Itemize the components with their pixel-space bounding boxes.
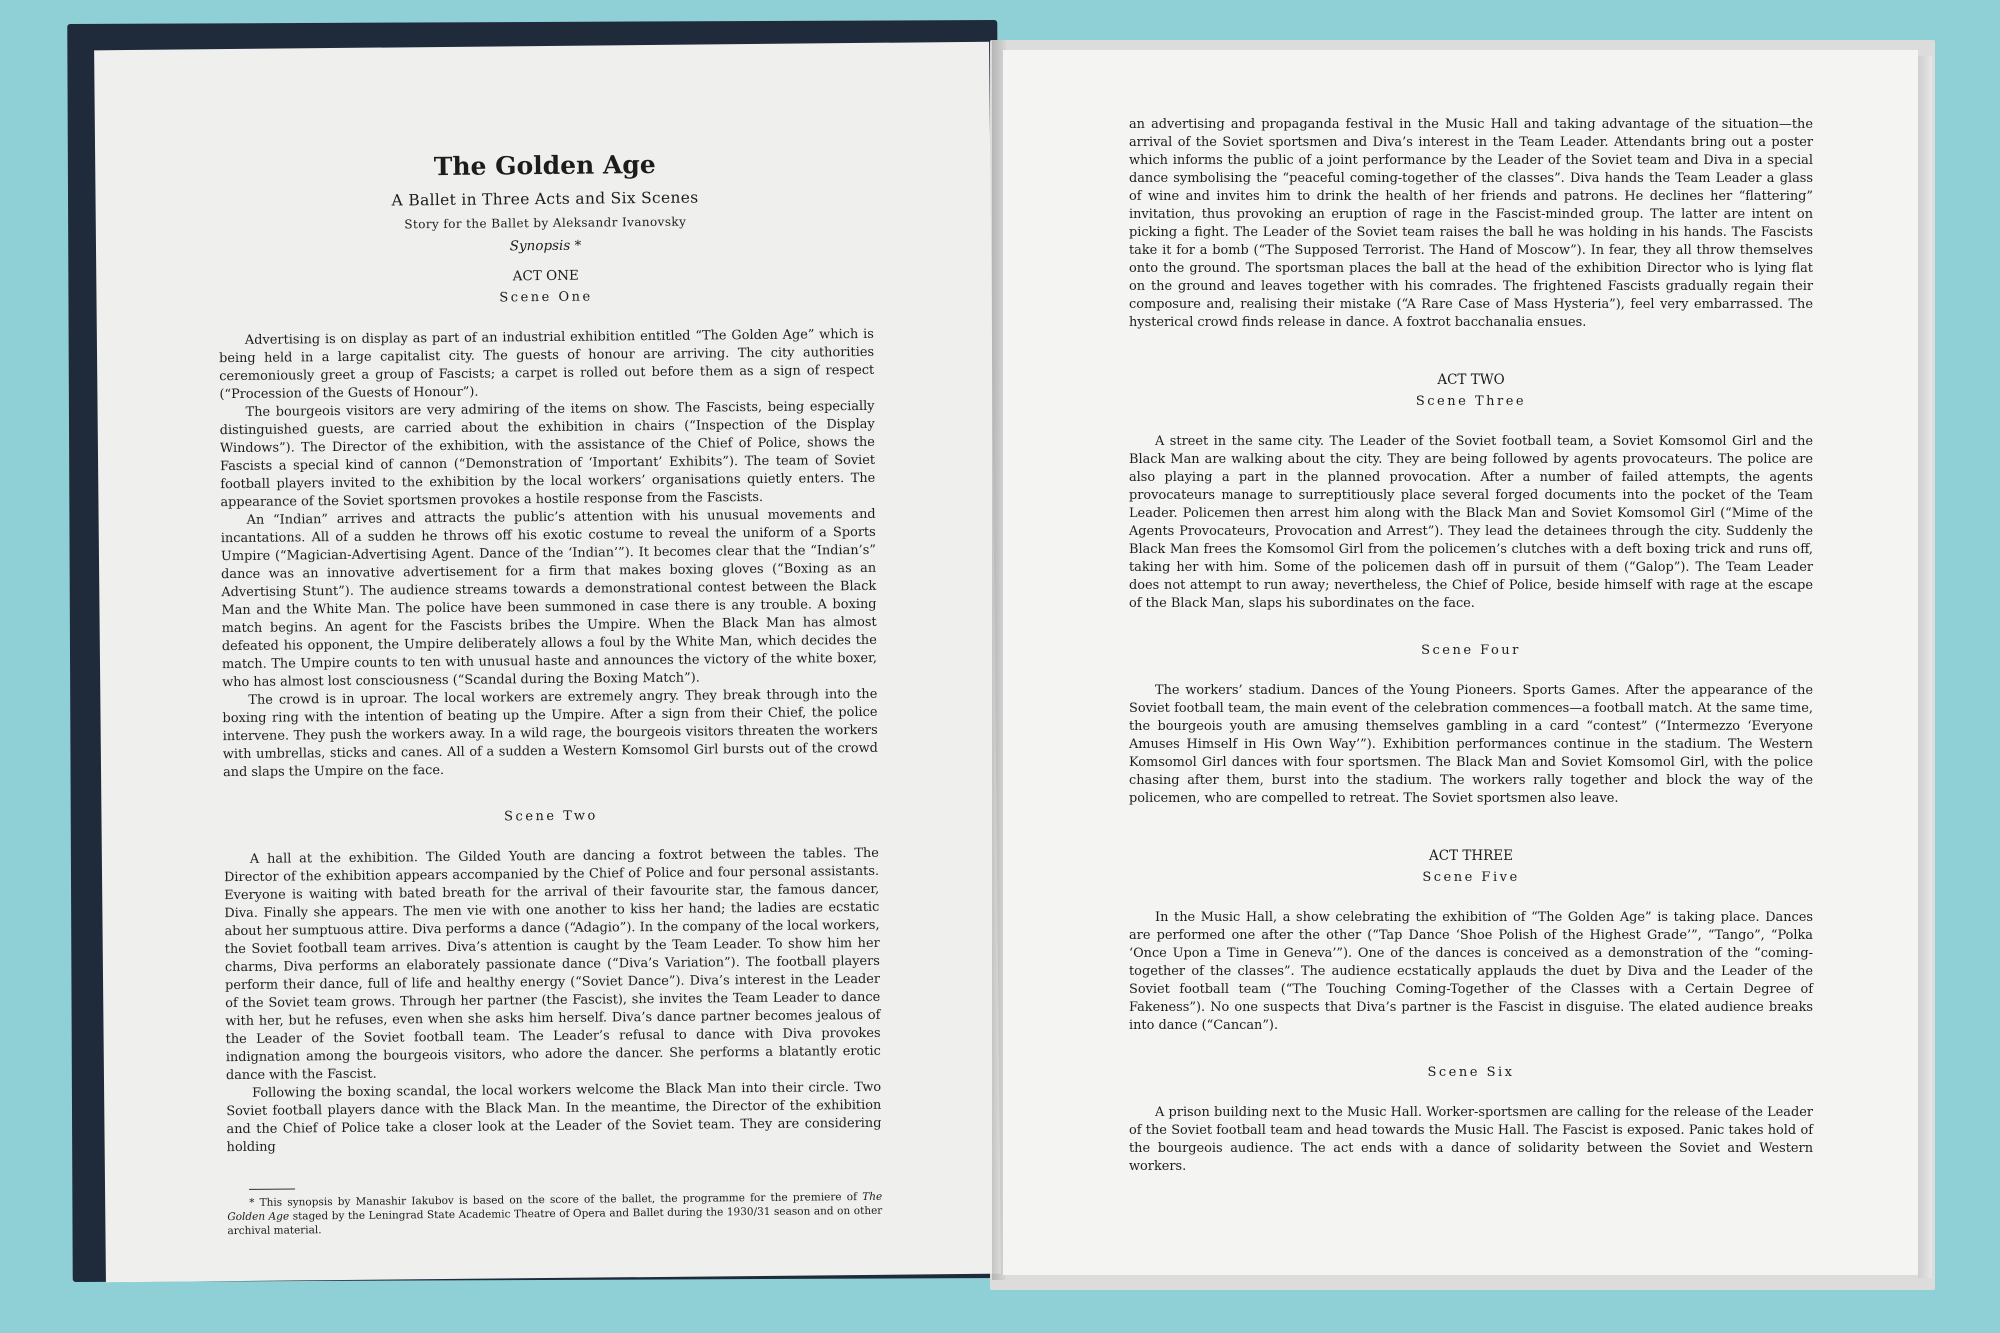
left-page <box>94 42 1001 1283</box>
scene-two-heading: Scene Two <box>504 808 598 825</box>
scene-five-heading: Scene Five <box>1422 870 1520 885</box>
footnote-text-end: staged by the Leningrad State Academic Theatre of Opera and Ballet during the 1930/31 season and on other archival material. <box>227 1204 883 1238</box>
paragraph: In the Music Hall, a show celebrating the exhibition of “The Golden Age” is taking place. Dances are performed one after the other (“Tap Dance ‘Shoe Polish of the Highest Grade’”, “Tango”, “Polka ‘Once Upon a Time in Geneva’”). One of the dances is conceived as a demonstration of the “coming-together of the classes”. The audience ecstatically applauds the duet by Diva and the Leader of the Soviet football team (“The Touching Coming-Together of the Classes with a Certain Degree of Fakeness”). No one suspects that Diva’s partner is the Fascist in disguise. The elated audience breaks into dance (“Cancan”). <box>1129 910 1813 1033</box>
scene-four-heading: Scene Four <box>1421 643 1521 658</box>
page-title: The Golden Age <box>433 149 656 182</box>
paragraph: The workers’ stadium. Dances of the Young Pioneers. Sports Games. After the appearance of the Soviet football team, the main event of the celebration commences—a football match. At the same time, the bourgeois youth are amusing themselves gambling in a card “contest” (“Intermezzo ‘Everyone Amuses Himself in His Own Way’”). Exhibition performances continue in the stadium. The Western Komsomol Girl dances with four sportsmen. The Black Man and Soviet Komsomol Girl, with the police chasing after them, burst into the stadium. The workers rally together and block the way of the policemen, who are compelled to retreat. The Soviet sportsmen also leave. <box>1129 683 1813 806</box>
right-page <box>1003 50 1918 1275</box>
byline: Story for the Ballet by Aleksandr Ivanovsky <box>404 214 687 232</box>
paragraph: A prison building next to the Music Hall. Worker-sportsmen are calling for the release of the Leader of the Soviet football team and head towards the Music Hall. The Fascist is exposed. Panic takes hold of the bourgeois audience. The act ends with a dance of solidarity between the Soviet and Western workers. <box>1129 1105 1813 1174</box>
paragraph: The crowd is in uproar. The local workers are extremely angry. They break through into the boxing ring with the intention of beating up the Umpire. After a sign from their Chief, the police intervene. They push the workers away. In a wild rage, the bourgeois visitors threaten the workers with umbrellas, sticks and canes. All of a sudden a Western Komsomol Girl bursts out of the crowd and slaps the Umpire on the face. <box>222 686 878 781</box>
act-two-heading: ACT TWO <box>1437 372 1505 388</box>
paragraph: The bourgeois visitors are very admiring of the items on show. The Fascists, being especially distinguished guests, are carried about the exhibition in chairs (“Inspection of the Display Windows”). The Director of the exhibition, with the assistance of the Chief of Police, shows the Fascists a special kind of cannon (“Demonstration of ‘Important’ Exhibits”). The team of Soviet football players invited to the exhibition by the local workers’ organisations quietly enters. The appearance of the Soviet sportsmen provokes a hostile response from the Fascists. <box>219 398 876 511</box>
footnote <box>227 1190 882 1238</box>
paragraph: An “Indian” arrives and attracts the public’s attention with his unusual movements and incantations. All of a sudden he throws off his exotic costume to reveal the uniform of a Sports Umpire (“Magician-Advertising Agent. Dance of the ‘Indian’”). It becomes clear that the “Indian’s” dance was an innovative advertisement for a firm that makes boxing gloves (“Boxing as an Advertising Stunt”). The audience streams towards a demonstrational contest between the Black Man and the White Man. The police have been summoned in case there is any trouble. A boxing match begins. An agent for the Fascists bribes the Umpire. When the Black Man has almost defeated his opponent, the Umpire deliberately allows a foul by the White Man, which decides the match. The Umpire counts to ten with unusual haste and announces the victory of the white boxer, who has almost lost consciousness (“Scandal during the Boxing Match”). <box>220 506 878 691</box>
page-edge <box>1918 56 1932 1278</box>
act-three-heading: ACT THREE <box>1428 848 1514 864</box>
footnote-text: * This synopsis by Manashir Iakubov is based on the score of the ballet, the programme for the premiere of <box>249 1191 863 1209</box>
paragraph: an advertising and propaganda festival in the Music Hall and taking advantage of the situation—the arrival of the Soviet sportsmen and Diva’s interest in the Team Leader. Attendants bring out a poster which informs the public of a joint performance by the Leader of the Soviet team and Diva in a special dance symbolising the “peaceful coming-together of the classes”. Diva hands the Team Leader a glass of wine and invites him to drink the health of her friends and patrons. He declines her “flattering” invitation, thus provoking an eruption of rage in the Fascist-minded group. The latter are intent on picking a fight. The Leader of the Soviet team raises the ball he was holding in his hands. The Fascists take it for a bomb (“The Supposed Terrorist. The Hand of Moscow”). In fear, they all throw themselves onto the ground. The sportsman places the ball at the head of the exhibition Director who is lying flat on the ground and leaves together with his comrades. The frightened Fascists gradually regain their composure and, realising their mistake (“A Rare Case of Mass Hysteria”), feel very embarrassed. The hysterical crowd finds release in dance. A foxtrot bacchanalia ensues. <box>1129 117 1813 330</box>
footnote-rule <box>249 1188 295 1189</box>
footnote-title: The Golden Age <box>227 1190 883 1224</box>
scene-one-heading: Scene One <box>499 289 593 306</box>
paragraph: Advertising is on display as part of an industrial exhibition entitled “The Golden Age” which is being held in a large capitalist city. The guests of honour are arriving. The city authorities ceremoniously greet a group of Fascists; a carpet is rolled out before them as a sign of respect (“Procession of the Guests of Honour”). <box>219 326 875 403</box>
scene-six-heading: Scene Six <box>1427 1065 1515 1080</box>
act-one-heading: ACT ONE <box>512 267 579 285</box>
page-subtitle: A Ballet in Three Acts and Six Scenes <box>391 188 699 210</box>
paragraph: A street in the same city. The Leader of the Soviet football team, a Soviet Komsomol Girl and the Black Man are walking about the city. They are being followed by agents provocateurs. The police are also playing a part in the planned provocation. After a number of failed attempts, the agents provocateurs manage to surreptitiously place several forged documents into the pocket of the Team Leader. Policemen then arrest him along with the Black Man and Soviet Komsomol Girl (“Mime of the Agents Provocateurs, Provocation and Arrest”). They lead the detainees through the city. Suddenly the Black Man frees the Komsomol Girl from the policemen’s clutches with a deft boxing trick and runs off, taking her with him. Some of the policemen dash off in pursuit of them (“Galop”). The Team Leader does not attempt to run away; nevertheless, the Chief of Police, beside himself with rage at the escape of the Black Man, slaps his subordinates on the face. <box>1129 434 1813 611</box>
paragraph: A hall at the exhibition. The Gilded Youth are dancing a foxtrot between the tables. The Director of the exhibition appears accompanied by the Chief of Police and four personal assistants. Everyone is waiting with bated breath for the arrival of their favourite star, the famous dancer, Diva. Finally she appears. The men vie with one another to kiss her hand; the ladies are ecstatic about her sumptuous attire. Diva performs a dance (“Adagio”). In the company of the local workers, the Soviet football team arrives. Diva’s attention is caught by the Team Leader. To show him her charms, Diva performs an elaborately passionate dance (“Diva’s Variation”). The football players perform their dance, full of life and healthy energy (“Soviet Dance”). Diva’s interest in the Leader of the Soviet team grows. Through her partner (the Fascist), she invites the Team Leader to dance with her, but he refuses, even when she asks him herself. Diva’s dance partner becomes jealous of the Leader of the Soviet football team. The Leader’s refusal to dance with Diva provokes indignation among the bourgeois visitors, who adore the dancer. She performs a blatantly erotic dance with the Fascist. <box>223 845 881 1084</box>
scene-three-heading: Scene Three <box>1415 394 1527 409</box>
synopsis-label: Synopsis * <box>509 237 582 255</box>
paragraph: Following the boxing scandal, the local workers welcome the Black Man into their circle. Two Soviet football players dance with the Black Man. In the meantime, the Director of the exhibition and the Chief of Police take a closer look at the Leader of the Soviet team. They are considering holding <box>226 1079 882 1156</box>
